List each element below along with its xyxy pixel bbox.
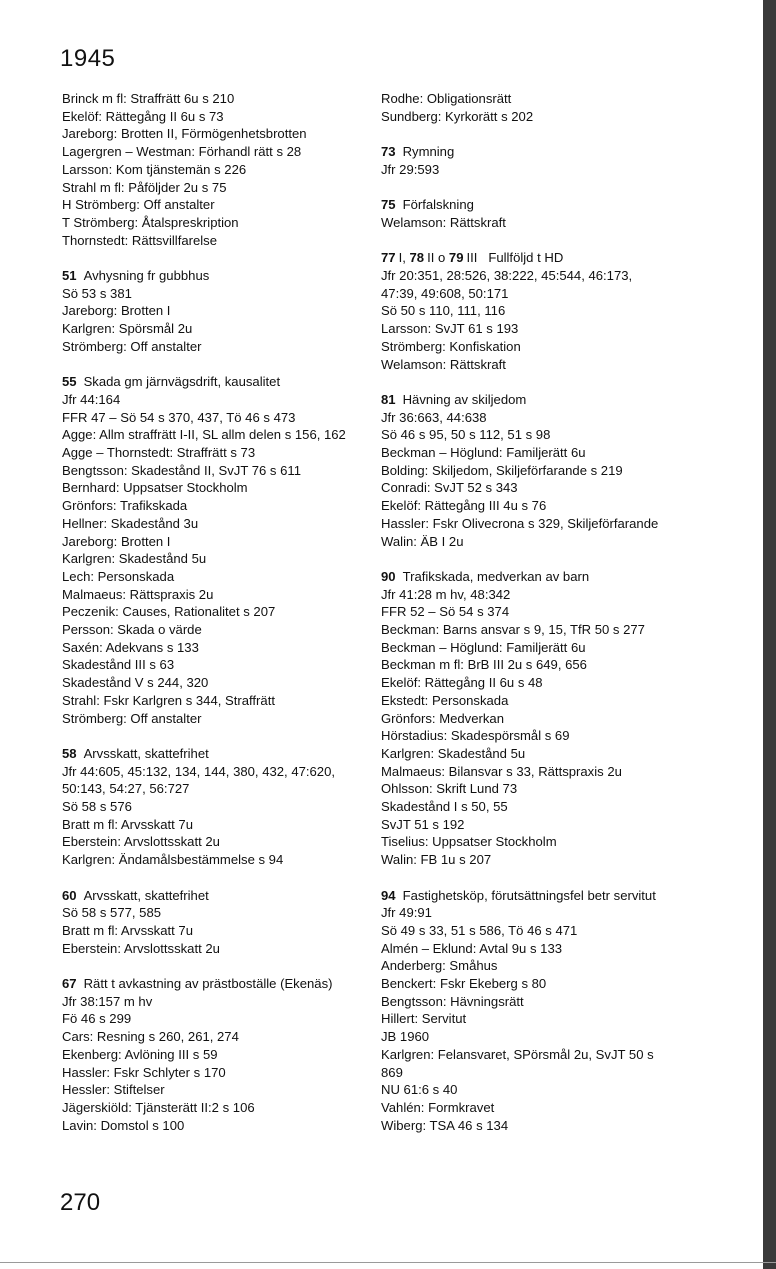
entry-58 bbox=[62, 745, 366, 869]
entry-heading bbox=[381, 249, 671, 267]
reference-line: Beckman – Höglund: Familjerätt 6u bbox=[381, 445, 586, 460]
reference-line: Bernhard: Uppsatser Stockholm bbox=[62, 480, 248, 496]
reference-line: Anderberg: Småhus bbox=[381, 958, 498, 974]
reference-line: Malmaeus: Bilansvar s 33, Rättspraxis 2u bbox=[381, 763, 622, 779]
reference-line: Beckman – Höglund: Familjerätt 6u bbox=[381, 639, 586, 655]
left-column bbox=[62, 90, 366, 1134]
reference-line: SvJT 51 s 192 bbox=[381, 816, 465, 832]
entry-heading bbox=[381, 887, 671, 905]
reference-line: Lagergren – Westman: Förhandl rätt s 28 bbox=[62, 144, 302, 160]
entry-94 bbox=[381, 887, 671, 1135]
reference-line: Agge: Allm straffrätt I-II, SL allm delen s 156, 162 bbox=[62, 427, 346, 443]
reference-line: Fö 46 s 299 bbox=[62, 1011, 132, 1027]
entry-heading bbox=[62, 887, 366, 905]
reference-line: Agge – Thornstedt: Straffrätt s 73 bbox=[62, 445, 256, 461]
reference-line: Vahlén: Formkravet bbox=[381, 1099, 495, 1115]
reference-line: Jfr 36:663, 44:638 bbox=[381, 409, 487, 425]
reference-line: Malmaeus: Rättspraxis 2u bbox=[62, 586, 214, 602]
entry-title: III Fullföljd t HD bbox=[466, 250, 564, 266]
reference-line: Cars: Resning s 260, 261, 274 bbox=[62, 1029, 239, 1045]
reference-line: FFR 47 – Sö 54 s 370, 437, Tö 46 s 473 bbox=[62, 409, 296, 425]
reference-line: Jfr 29:593 bbox=[381, 161, 440, 177]
entry-heading bbox=[62, 745, 366, 763]
page-number: 270 bbox=[60, 1189, 101, 1216]
reference-line: Bratt m fl: Arvsskatt 7u bbox=[62, 922, 193, 938]
entry-title: Arvsskatt, skattefrihet bbox=[83, 745, 209, 761]
entry-number: 79 bbox=[448, 250, 464, 266]
reference-line: Grönfors: Trafikskada bbox=[62, 498, 188, 514]
reference-line: Welamson: Rättskraft bbox=[381, 356, 506, 372]
entry-heading bbox=[381, 196, 671, 214]
reference-line: Bengtsson: Skadestånd II, SvJT 76 s 611 bbox=[62, 462, 301, 478]
reference-line: JB 1960 bbox=[381, 1029, 430, 1045]
reference-line: Skadestånd V s 244, 320 bbox=[62, 675, 209, 691]
reference-line: Sö 58 s 577, 585 bbox=[62, 905, 162, 921]
entry-67 bbox=[62, 975, 366, 1134]
entry-heading bbox=[381, 143, 671, 161]
entry-60 bbox=[62, 887, 366, 958]
entry-75 bbox=[381, 196, 671, 231]
reference-line: Hassler: Fskr Schlyter s 170 bbox=[62, 1064, 226, 1080]
reference-line: Hillert: Servitut bbox=[381, 1011, 467, 1027]
reference-line: Karlgren: Skadestånd 5u bbox=[381, 745, 526, 761]
reference-line: Beckman m fl: BrB III 2u s 649, 656 bbox=[381, 657, 587, 673]
reference-line: Bengtsson: Hävningsrätt bbox=[381, 993, 524, 1009]
reference-line: Ekenberg: Avlöning III s 59 bbox=[62, 1046, 218, 1062]
reference-line: Ohlsson: Skrift Lund 73 bbox=[381, 781, 518, 797]
reference-line: Strömberg: Konfiskation bbox=[381, 338, 521, 354]
reference-line: Ekelöf: Rättegång II 6u s 73 bbox=[62, 108, 224, 124]
reference-line: Beckman: Barns ansvar s 9, 15, TfR 50 s 277 bbox=[381, 622, 645, 638]
entry-title: Förfalskning bbox=[402, 197, 474, 213]
reference-line: Skadestånd III s 63 bbox=[62, 657, 175, 673]
entry-51 bbox=[62, 267, 366, 356]
entry-number: 78 bbox=[409, 250, 425, 266]
reference-line: Jfr 49:91 bbox=[381, 905, 432, 921]
entry-number: 60 bbox=[62, 887, 77, 903]
reference-line: Bolding: Skiljedom, Skiljeförfarande s 219 bbox=[381, 462, 623, 478]
reference-line: Jfr 44:605, 45:132, 134, 144, 380, 432, 47:620, 50:143, 54:27, 56:727 bbox=[62, 763, 336, 797]
entry-title: Rymning bbox=[402, 144, 455, 160]
reference-line: Skadestånd I s 50, 55 bbox=[381, 799, 508, 815]
entry-number: 73 bbox=[381, 144, 396, 160]
reference-line: Eberstein: Arvslottsskatt 2u bbox=[62, 940, 220, 956]
entry-number: 75 bbox=[381, 197, 396, 213]
entry-number: 94 bbox=[381, 887, 396, 903]
reference-line: Walin: ÄB I 2u bbox=[381, 533, 464, 549]
reference-line: Almén – Eklund: Avtal 9u s 133 bbox=[381, 940, 563, 956]
entry-title: Fastighetsköp, förutsättningsfel betr servitut bbox=[402, 887, 656, 903]
reference-line: Hessler: Stiftelser bbox=[62, 1082, 165, 1098]
reference-line: Strömberg: Off anstalter bbox=[62, 710, 202, 726]
reference-line: Jareborg: Brotten I bbox=[62, 533, 171, 549]
reference-line: Sö 53 s 381 bbox=[62, 285, 132, 301]
entry-heading bbox=[62, 975, 366, 993]
entry-number: 67 bbox=[62, 976, 77, 992]
reference-line: Bratt m fl: Arvsskatt 7u bbox=[62, 816, 193, 832]
entry-part: I, bbox=[398, 250, 406, 266]
reference-line: Strahl m fl: Påföljder 2u s 75 bbox=[62, 179, 227, 195]
reference-line: Jfr 41:28 m hv, 48:342 bbox=[381, 586, 511, 602]
reference-line: FFR 52 – Sö 54 s 374 bbox=[381, 604, 510, 620]
entry-number: 77 bbox=[381, 250, 396, 266]
entry-heading bbox=[62, 267, 366, 285]
reference-line: Jfr 20:351, 28:526, 38:222, 45:544, 46:173, 47:39, 49:608, 50:171 bbox=[381, 267, 633, 301]
reference-line: Hellner: Skadestånd 3u bbox=[62, 515, 199, 531]
entry-title: Avhysning fr gubbhus bbox=[83, 268, 210, 284]
reference-line: Strahl: Fskr Karlgren s 344, Straffrätt bbox=[62, 692, 275, 708]
reference-line: Walin: FB 1u s 207 bbox=[381, 852, 492, 868]
entry-title: Rätt t avkastning av prästboställe (Ekenäs) bbox=[83, 976, 333, 992]
reference-line: Lavin: Domstol s 100 bbox=[62, 1117, 185, 1133]
reference-line: Sö 50 s 110, 111, 116 bbox=[381, 303, 506, 319]
entry-title: Skada gm järnvägsdrift, kausalitet bbox=[83, 374, 281, 390]
reference-line: Peczenik: Causes, Rationalitet s 207 bbox=[62, 604, 276, 620]
reference-line: Conradi: SvJT 52 s 343 bbox=[381, 480, 518, 496]
right-column bbox=[381, 90, 671, 1134]
reference-line: T Strömberg: Åtalspreskription bbox=[62, 214, 239, 230]
reference-line: Brinck m fl: Straffrätt 6u s 210 bbox=[62, 91, 235, 106]
entry-81 bbox=[381, 391, 671, 550]
reference-line: Ekelöf: Rättegång III 4u s 76 bbox=[381, 498, 547, 514]
reference-line: Hassler: Fskr Olivecrona s 329, Skiljeförfarande bbox=[381, 515, 659, 531]
reference-line: Welamson: Rättskraft bbox=[381, 214, 506, 230]
entry-77-79 bbox=[381, 249, 671, 373]
reference-line: Rodhe: Obligationsrätt bbox=[381, 91, 512, 106]
entry-heading bbox=[381, 391, 671, 409]
reference-line: Thornstedt: Rättsvillfarelse bbox=[62, 232, 218, 248]
reference-line: Jareborg: Brotten I bbox=[62, 303, 171, 319]
reference-line: Eberstein: Arvslottsskatt 2u bbox=[62, 834, 220, 850]
entry-intro-right bbox=[381, 90, 671, 125]
reference-line: Karlgren: Felansvaret, SPörsmål 2u, SvJT 50 s 869 bbox=[381, 1046, 654, 1080]
reference-line: Jfr 38:157 m hv bbox=[62, 993, 153, 1009]
reference-line: Lech: Personskada bbox=[62, 568, 175, 584]
reference-line: Wiberg: TSA 46 s 134 bbox=[381, 1117, 509, 1133]
entry-73 bbox=[381, 143, 671, 178]
entry-55 bbox=[62, 373, 366, 727]
reference-line: Karlgren: Spörsmål 2u bbox=[62, 321, 193, 337]
reference-line: Larsson: Kom tjänstemän s 226 bbox=[62, 161, 247, 177]
reference-line: Saxén: Adekvans s 133 bbox=[62, 639, 199, 655]
entry-heading bbox=[381, 568, 671, 586]
reference-line: Strömberg: Off anstalter bbox=[62, 338, 202, 354]
reference-line: Tiselius: Uppsatser Stockholm bbox=[381, 834, 557, 850]
entry-title: Arvsskatt, skattefrihet bbox=[83, 887, 209, 903]
reference-line: Sundberg: Kyrkorätt s 202 bbox=[381, 108, 534, 124]
reference-line: Persson: Skada o värde bbox=[62, 622, 202, 638]
entry-number: 90 bbox=[381, 568, 396, 584]
reference-line: Jareborg: Brotten II, Förmögenhetsbrotten bbox=[62, 126, 307, 142]
scan-edge-shadow bbox=[763, 0, 776, 1269]
entry-part: II o bbox=[427, 250, 446, 266]
reference-line: Benckert: Fskr Ekeberg s 80 bbox=[381, 976, 547, 992]
entry-heading bbox=[62, 373, 366, 391]
reference-line: Grönfors: Medverkan bbox=[381, 710, 504, 726]
reference-line: Karlgren: Skadestånd 5u bbox=[62, 551, 207, 567]
reference-line: Sö 46 s 95, 50 s 112, 51 s 98 bbox=[381, 427, 551, 443]
entry-number: 81 bbox=[381, 391, 396, 407]
reference-line: Jfr 44:164 bbox=[62, 391, 121, 407]
reference-line: Karlgren: Ändamålsbestämmelse s 94 bbox=[62, 852, 284, 868]
entry-number: 51 bbox=[62, 268, 77, 284]
page-year-heading: 1945 bbox=[60, 45, 116, 72]
entry-90 bbox=[381, 568, 671, 869]
reference-line: Ekelöf: Rättegång II 6u s 48 bbox=[381, 675, 543, 691]
reference-line: Jägerskiöld: Tjänsterätt II:2 s 106 bbox=[62, 1100, 255, 1115]
entry-number: 55 bbox=[62, 374, 77, 390]
reference-line: Hörstadius: Skadespörsmål s 69 bbox=[381, 728, 570, 744]
entry-title: Hävning av skiljedom bbox=[402, 391, 527, 407]
scan-bottom-edge bbox=[0, 1262, 776, 1263]
entry-title: Trafikskada, medverkan av barn bbox=[402, 568, 590, 584]
reference-line: Larsson: SvJT 61 s 193 bbox=[381, 321, 519, 337]
entry-intro-left bbox=[62, 90, 366, 249]
reference-line: H Strömberg: Off anstalter bbox=[62, 197, 215, 213]
reference-line: NU 61:6 s 40 bbox=[381, 1082, 458, 1098]
entry-number: 58 bbox=[62, 745, 77, 761]
reference-line: Ekstedt: Personskada bbox=[381, 692, 509, 708]
reference-line: Sö 49 s 33, 51 s 586, Tö 46 s 471 bbox=[381, 922, 578, 938]
reference-line: Sö 58 s 576 bbox=[62, 799, 132, 815]
